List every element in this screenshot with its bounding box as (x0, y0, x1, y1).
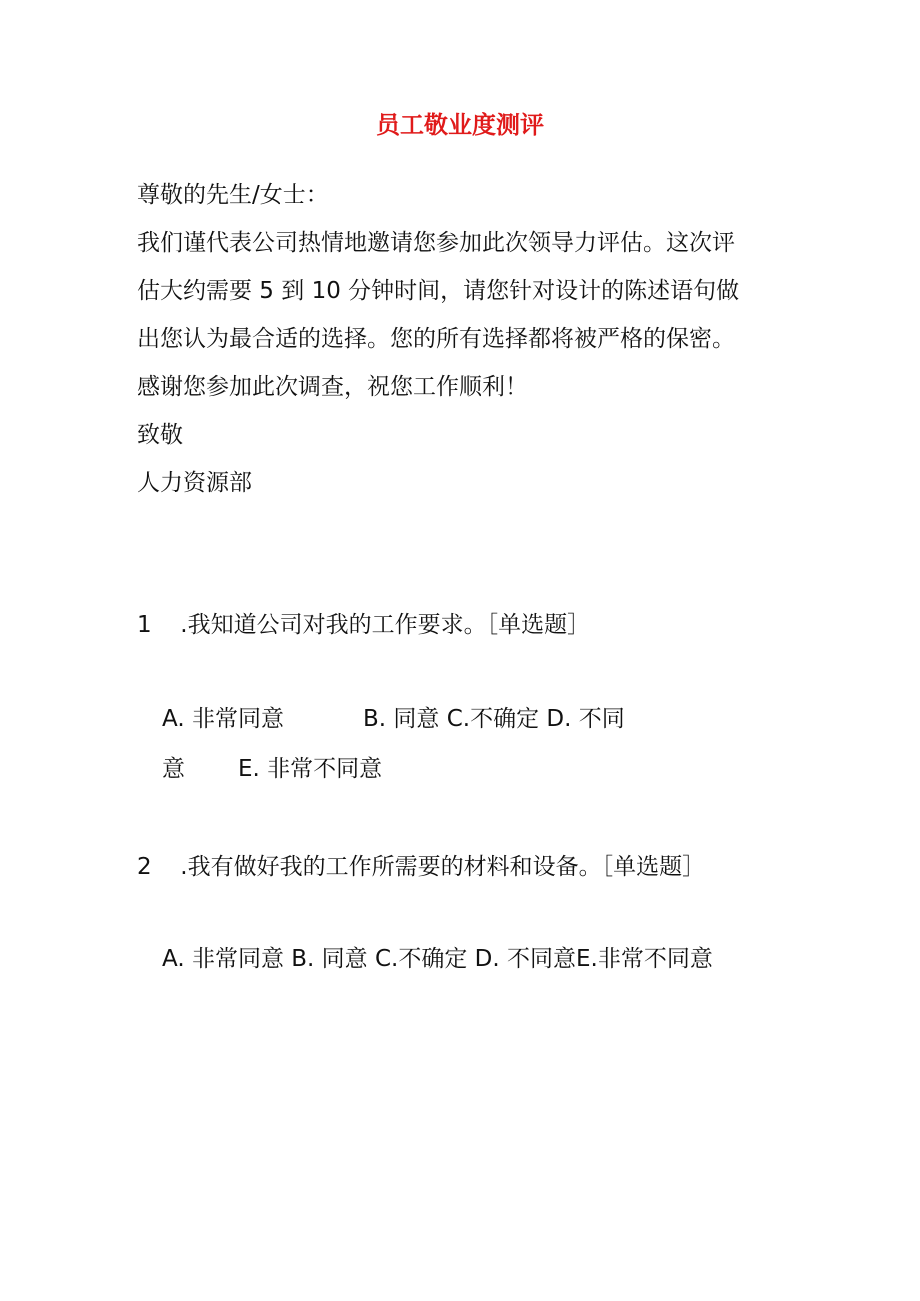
letter-body-line: 估大约需要 5 到 10 分钟时间，请您针对设计的陈述语句做 (137, 278, 740, 304)
question-text: .我知道公司对我的工作要求。［单选题］ (180, 612, 591, 638)
letter-closing: 致敬 (137, 422, 183, 448)
letter-body-line: 感谢您参加此次调查，祝您工作顺利！ (137, 374, 528, 400)
question-2-options[interactable]: A. 非常同意 B. 同意 C.不确定 D. 不同意E.非常不同意 (162, 946, 713, 972)
question-number: 1 (137, 612, 152, 638)
question-1-option-d-tail[interactable]: 意 (162, 756, 185, 782)
question-text: .我有做好我的工作所需要的材料和设备。［单选题］ (180, 854, 706, 880)
question-1-option-a[interactable]: A. 非常同意 (162, 706, 284, 732)
letter-greeting: 尊敬的先生/女士： (137, 182, 329, 208)
document-title: 员工敬业度测评 (376, 111, 544, 139)
letter-signature: 人力资源部 (137, 470, 252, 496)
question-number: 2 (137, 854, 152, 880)
letter-body-line: 出您认为最合适的选择。您的所有选择都将被严格的保密。 (137, 326, 735, 352)
letter-body-line: 我们谨代表公司热情地邀请您参加此次领导力评估。这次评 (137, 230, 735, 256)
question-1-options-bcd[interactable]: B. 同意 C.不确定 D. 不同 (363, 706, 625, 732)
question-1 (137, 608, 590, 642)
question-1-option-e[interactable]: E. 非常不同意 (238, 756, 383, 782)
question-2 (137, 850, 705, 884)
